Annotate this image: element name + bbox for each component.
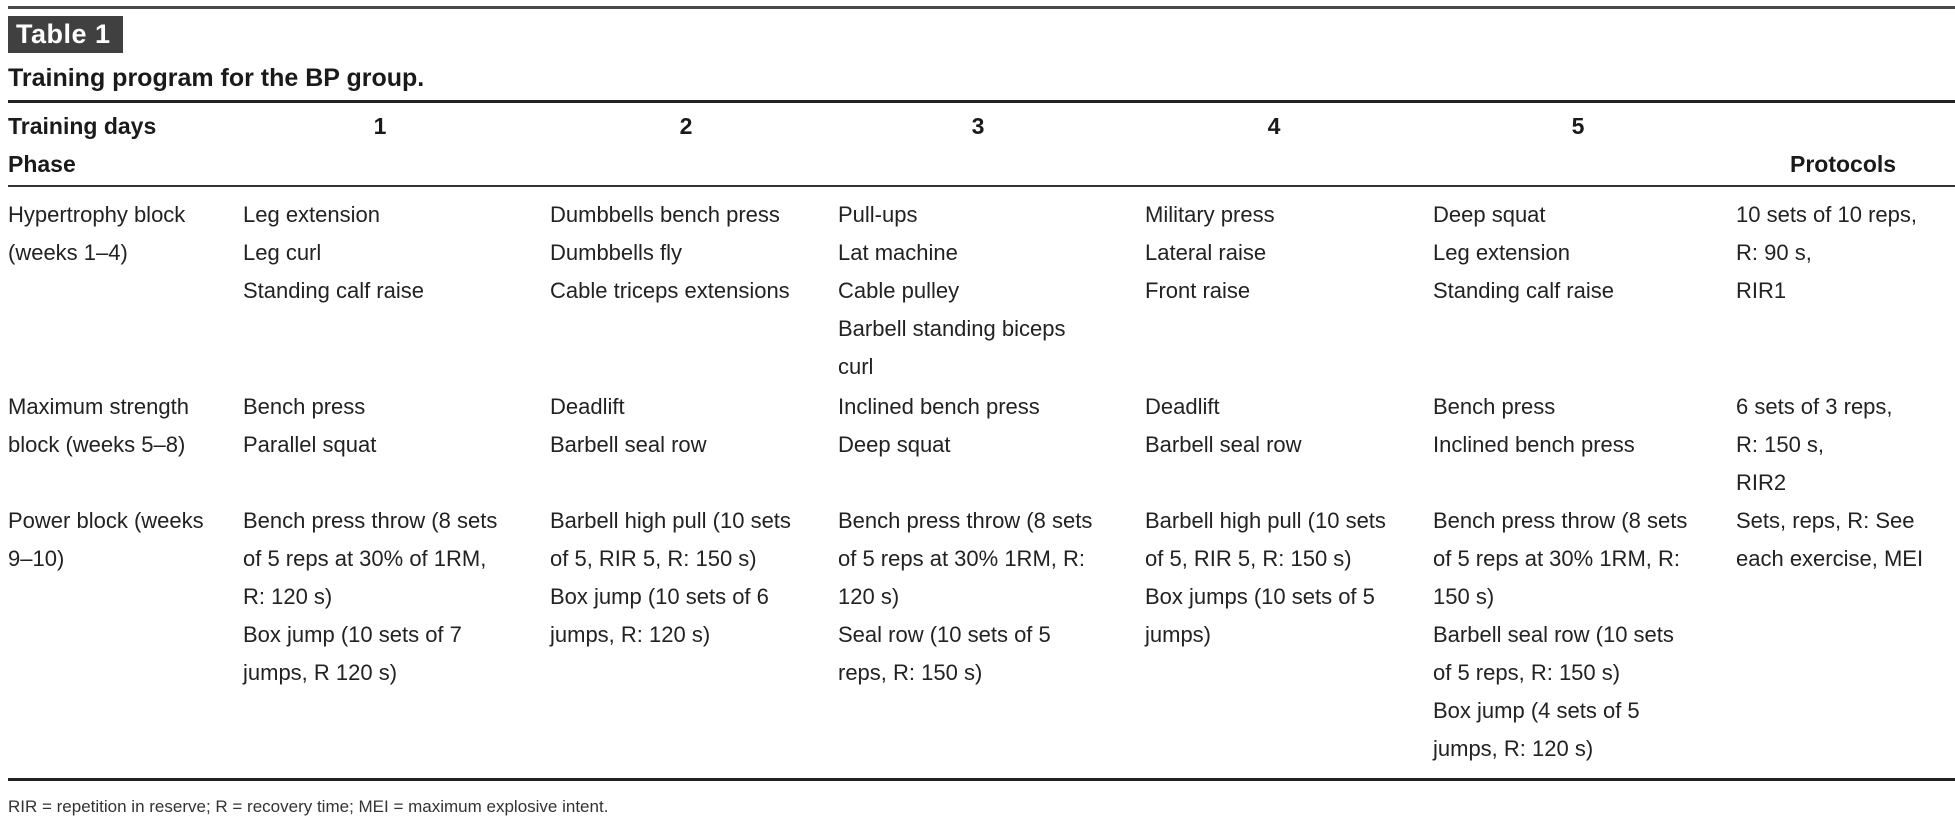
phase-line: 9–10): [8, 546, 65, 571]
table-row-hypertrophy-phase: [8, 196, 240, 272]
exercise-item: R: 120 s): [243, 584, 333, 609]
table-cell-r1-d5: [1433, 196, 1614, 310]
table-bottom-rule: [8, 778, 1955, 781]
table-cell-r1-d4: [1145, 196, 1275, 310]
exercise-item: Lat machine: [838, 240, 958, 265]
exercise-item: Lateral raise: [1145, 240, 1267, 265]
exercise-item: of 5 reps at 30% 1RM, R:: [838, 546, 1085, 571]
exercise-item: Box jumps (10 sets of 5: [1145, 584, 1375, 609]
table-cell-r3-d4: [1145, 502, 1386, 654]
table-cell-r3-d3: [838, 502, 1092, 692]
exercise-item: Barbell seal row (10 sets: [1433, 622, 1674, 647]
exercise-item: Barbell high pull (10 sets: [1145, 508, 1386, 533]
exercise-item: Bench press: [243, 394, 366, 419]
exercise-item: Bench press: [1433, 394, 1556, 419]
phase-line: block (weeks 5–8): [8, 432, 186, 457]
header-bottom-rule: [8, 185, 1955, 187]
exercise-item: Inclined bench press: [1433, 432, 1635, 457]
table-row-power-phase: [8, 502, 240, 578]
exercise-item: 150 s): [1433, 584, 1495, 609]
table-cell-r2-protocol: [1736, 388, 1893, 502]
table-cell-r2-d5: [1433, 388, 1635, 464]
exercise-item: Deadlift: [1145, 394, 1220, 419]
protocol-line: 6 sets of 3 reps,: [1736, 394, 1893, 419]
exercise-item: Leg extension: [243, 202, 380, 227]
header-day-5: 5: [1571, 113, 1585, 139]
exercise-item: reps, R: 150 s): [838, 660, 983, 685]
exercise-item: Bench press throw (8 sets: [243, 508, 498, 533]
table-cell-r2-d2: [550, 388, 707, 464]
table-label: Table 1: [8, 16, 123, 53]
header-protocols: Protocols: [1790, 151, 1897, 177]
exercise-item: Cable pulley: [838, 278, 960, 303]
protocol-line: 10 sets of 10 reps,: [1736, 202, 1917, 227]
exercise-item: Military press: [1145, 202, 1275, 227]
table-cell-r2-d1: [243, 388, 376, 464]
exercise-item: Deep squat: [838, 432, 951, 457]
exercise-item: of 5 reps at 30% 1RM, R:: [1433, 546, 1680, 571]
exercise-item: Barbell seal row: [1145, 432, 1302, 457]
table-cell-r2-d3: [838, 388, 1040, 464]
header-phase: Phase: [8, 151, 76, 177]
table-cell-r1-d2: [550, 196, 790, 310]
exercise-item: Deadlift: [550, 394, 625, 419]
exercise-item: Box jump (10 sets of 7: [243, 622, 462, 647]
exercise-item: Deep squat: [1433, 202, 1546, 227]
exercise-item: Standing calf raise: [243, 278, 424, 303]
exercise-item: Leg curl: [243, 240, 322, 265]
exercise-item: Bench press throw (8 sets: [1433, 508, 1688, 533]
exercise-item: Barbell high pull (10 sets: [550, 508, 791, 533]
exercise-item: jumps, R: 120 s): [1433, 736, 1594, 761]
protocol-line: R: 90 s,: [1736, 240, 1812, 265]
protocol-line: RIR1: [1736, 278, 1787, 303]
table-cell-r3-d2: [550, 502, 791, 654]
phase-line: Hypertrophy block: [8, 202, 186, 227]
exercise-item: Bench press throw (8 sets: [838, 508, 1093, 533]
exercise-item: Leg extension: [1433, 240, 1570, 265]
exercise-item: Dumbbells fly: [550, 240, 683, 265]
header-training-days: Training days: [8, 113, 157, 139]
table-row-strength-phase: [8, 388, 240, 464]
exercise-item: Pull-ups: [838, 202, 918, 227]
header-top-rule: [8, 100, 1955, 103]
table-cell-r1-d1: [243, 196, 424, 310]
table-cell-r1-protocol: [1736, 196, 1917, 310]
table-cell-r3-d5: [1433, 502, 1687, 768]
exercise-item: jumps): [1145, 622, 1212, 647]
exercise-item: Front raise: [1145, 278, 1251, 303]
exercise-item: Barbell seal row: [550, 432, 707, 457]
table-footnote: RIR = repetition in reserve; R = recovery time; MEI = maximum explosive intent.: [8, 797, 609, 816]
table-cell-r3-protocol: [1736, 502, 1923, 578]
protocol-line: R: 150 s,: [1736, 432, 1825, 457]
exercise-item: 120 s): [838, 584, 900, 609]
phase-line: (weeks 1–4): [8, 240, 128, 265]
exercise-item: of 5, RIR 5, R: 150 s): [1145, 546, 1352, 571]
header-day-2: 2: [679, 113, 693, 139]
protocol-line: each exercise, MEI: [1736, 546, 1924, 571]
table-caption: Training program for the BP group.: [8, 64, 425, 92]
exercise-item: Dumbbells bench press: [550, 202, 780, 227]
phase-line: Maximum strength: [8, 394, 189, 419]
top-rule: [8, 6, 1955, 9]
protocol-line: RIR2: [1736, 470, 1787, 495]
exercise-item: of 5 reps, R: 150 s): [1433, 660, 1621, 685]
exercise-item: Barbell standing biceps: [838, 316, 1066, 341]
header-day-4: 4: [1267, 113, 1281, 139]
exercise-item: curl: [838, 354, 874, 379]
exercise-item: Standing calf raise: [1433, 278, 1614, 303]
exercise-item: Inclined bench press: [838, 394, 1040, 419]
table-cell-r3-d1: [243, 502, 497, 692]
exercise-item: Box jump (4 sets of 5: [1433, 698, 1640, 723]
exercise-item: Cable triceps extensions: [550, 278, 790, 303]
exercise-item: of 5 reps at 30% of 1RM,: [243, 546, 487, 571]
protocol-line: Sets, reps, R: See: [1736, 508, 1915, 533]
table-cell-r1-d3: [838, 196, 1065, 386]
header-day-1: 1: [373, 113, 387, 139]
exercise-item: Box jump (10 sets of 6: [550, 584, 769, 609]
phase-line: Power block (weeks: [8, 508, 204, 533]
exercise-item: jumps, R 120 s): [243, 660, 398, 685]
exercise-item: jumps, R: 120 s): [550, 622, 711, 647]
exercise-item: Parallel squat: [243, 432, 377, 457]
exercise-item: Seal row (10 sets of 5: [838, 622, 1051, 647]
table-cell-r2-d4: [1145, 388, 1302, 464]
exercise-item: of 5, RIR 5, R: 150 s): [550, 546, 757, 571]
header-day-3: 3: [971, 113, 985, 139]
